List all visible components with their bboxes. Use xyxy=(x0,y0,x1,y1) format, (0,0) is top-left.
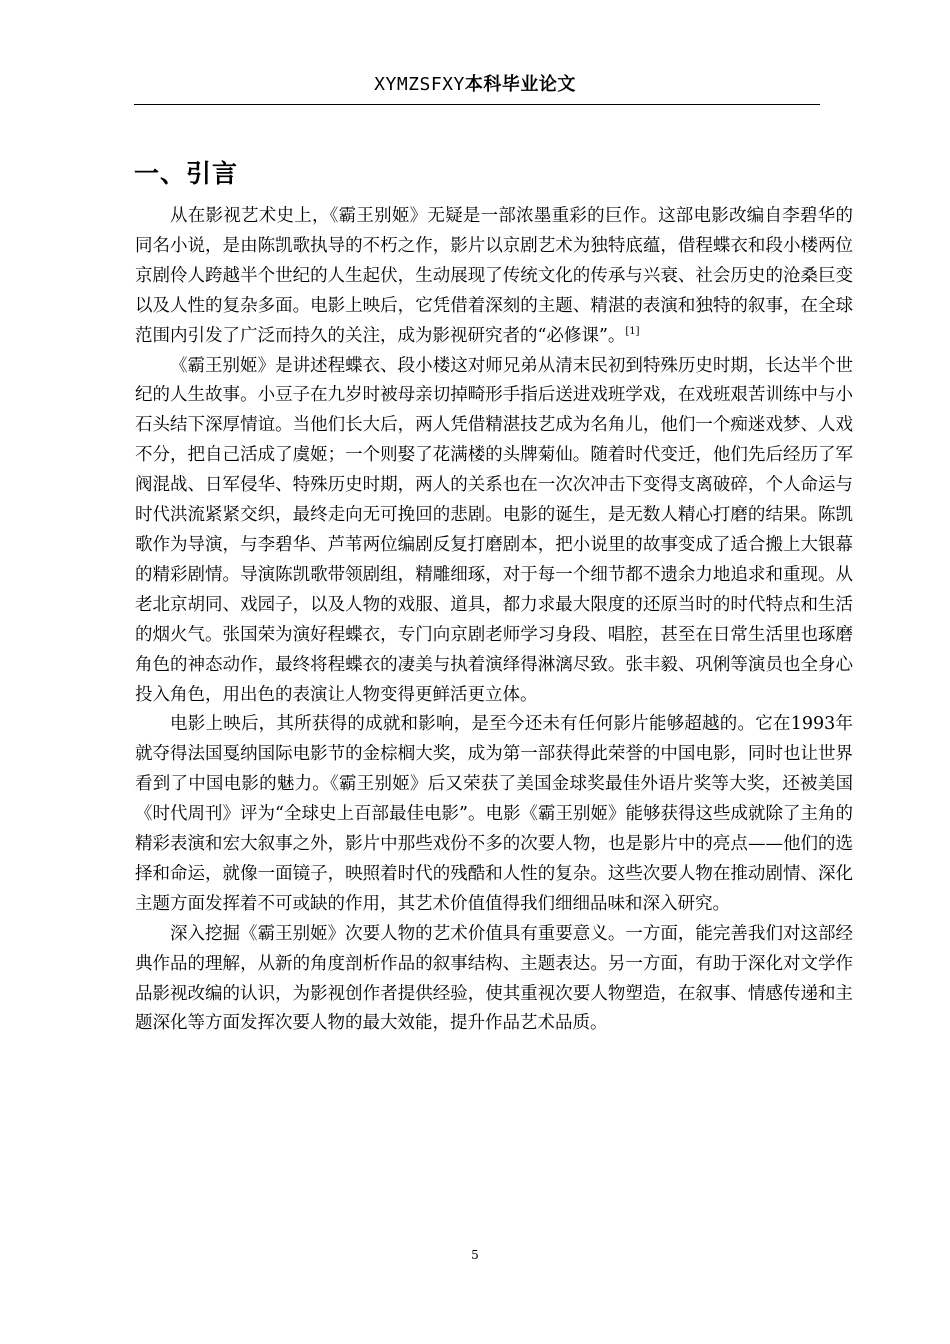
header-prefix: XYMZSFXY xyxy=(374,74,465,95)
header-title: 本科毕业论文 xyxy=(464,74,576,95)
page-number: 5 xyxy=(471,1248,479,1262)
paragraph-3-text: 电影上映后，其所获得的成就和影响，是至今还未有任何影片能够超越的。它在1993年就夺得法国戛纳国际电影节的金棕榈大奖，成为第一部获得此荣誉的中国电影，同时也让世界看到了中国电影的魅力。《霸王别姬》后又荣获了美国金球奖最佳外语片奖等大奖，还被美国《时代周刊》评为“全球史上百部最佳电影”。电影《霸王别姬》能够获得这些成就除了主角的精彩表演和宏大叙事之外，影片中那些戏份不多的次要人物，也是影片中的亮点——他们的选择和命运，就像一面镜子，映照着时代的残酷和人性的复杂。这些次要人物在推动剧情、深化主题方面发挥着不可或缺的作用，其艺术价值值得我们细细品味和深入研究。 xyxy=(135,714,853,914)
paragraph-3 xyxy=(135,710,853,919)
header-divider xyxy=(134,104,820,105)
paragraph-2-text: 《霸王别姬》是讲述程蝶衣、段小楼这对师兄弟从清末民初到特殊历史时期，长达半个世纪的人生故事。小豆子在九岁时被母亲切掉畸形手指后送进戏班学戏，在戏班艰苦训练中与小石头结下深厚情谊。当他们长大后，两人凭借精湛技艺成为名角儿，他们一个痴迷戏梦、人戏不分，把自己活成了虞姬；一个则娶了花满楼的头牌菊仙。随着时代变迁，他们先后经历了军阀混战、日军侵华、特殊历史时期，两人的关系也在一次次冲击下变得支离破碎，个人命运与时代洪流紧紧交织，最终走向无可挽回的悲剧。电影的诞生，是无数人精心打磨的结果。陈凯歌作为导演，与李碧华、芦苇两位编剧反复打磨剧本，把小说里的故事变成了适合搬上大银幕的精彩剧情。导演陈凯歌带领剧组，精雕细琢，对于每一个细节都不遗余力地追求和重现。从老北京胡同、戏园子，以及人物的戏服、道具，都力求最大限度的还原当时的时代特点和生活的烟火气。张国荣为演好程蝶衣，专门向京剧老师学习身段、唱腔，甚至在日常生活里也琢磨角色的神态动作，最终将程蝶衣的凄美与执着演绎得淋漓尽致。张丰毅、巩俐等演员也全身心投入角色，用出色的表演让人物变得更鲜活更立体。 xyxy=(135,355,853,705)
paragraph-1 xyxy=(135,202,853,352)
body-text xyxy=(135,202,853,1039)
paragraph-1-text: 从在影视艺术史上，《霸王别姬》无疑是一部浓墨重彩的巨作。这部电影改编自李碧华的同名小说，是由陈凯歌执导的不朽之作，影片以京剧艺术为独特底蕴，借程蝶衣和段小楼两位京剧伶人跨越半个世纪的人生起伏，生动展现了传统文化的传承与兴衰、社会历史的沧桑巨变以及人性的复杂多面。电影上映后，它凭借着深刻的主题、精湛的表演和独特的叙事，在全球范围内引发了广泛而持久的关注，成为影视研究者的“必修课”。 xyxy=(135,206,853,346)
citation-marker: [1] xyxy=(625,325,640,337)
paragraph-4-text: 深入挖掘《霸王别姬》次要人物的艺术价值具有重要意义。一方面，能完善我们对这部经典作品的理解，从新的角度剖析作品的叙事结构、主题表达。另一方面，有助于深化对文学作品影视改编的认识，为影视创作者提供经验，使其重视次要人物塑造，在叙事、情感传递和主题深化等方面发挥次要人物的最大效能，提升作品艺术品质。 xyxy=(135,923,853,1034)
running-header xyxy=(0,70,950,96)
paragraph-4 xyxy=(135,920,853,1040)
paragraph-2 xyxy=(135,352,853,711)
section-heading: 一、引言 xyxy=(134,159,239,188)
